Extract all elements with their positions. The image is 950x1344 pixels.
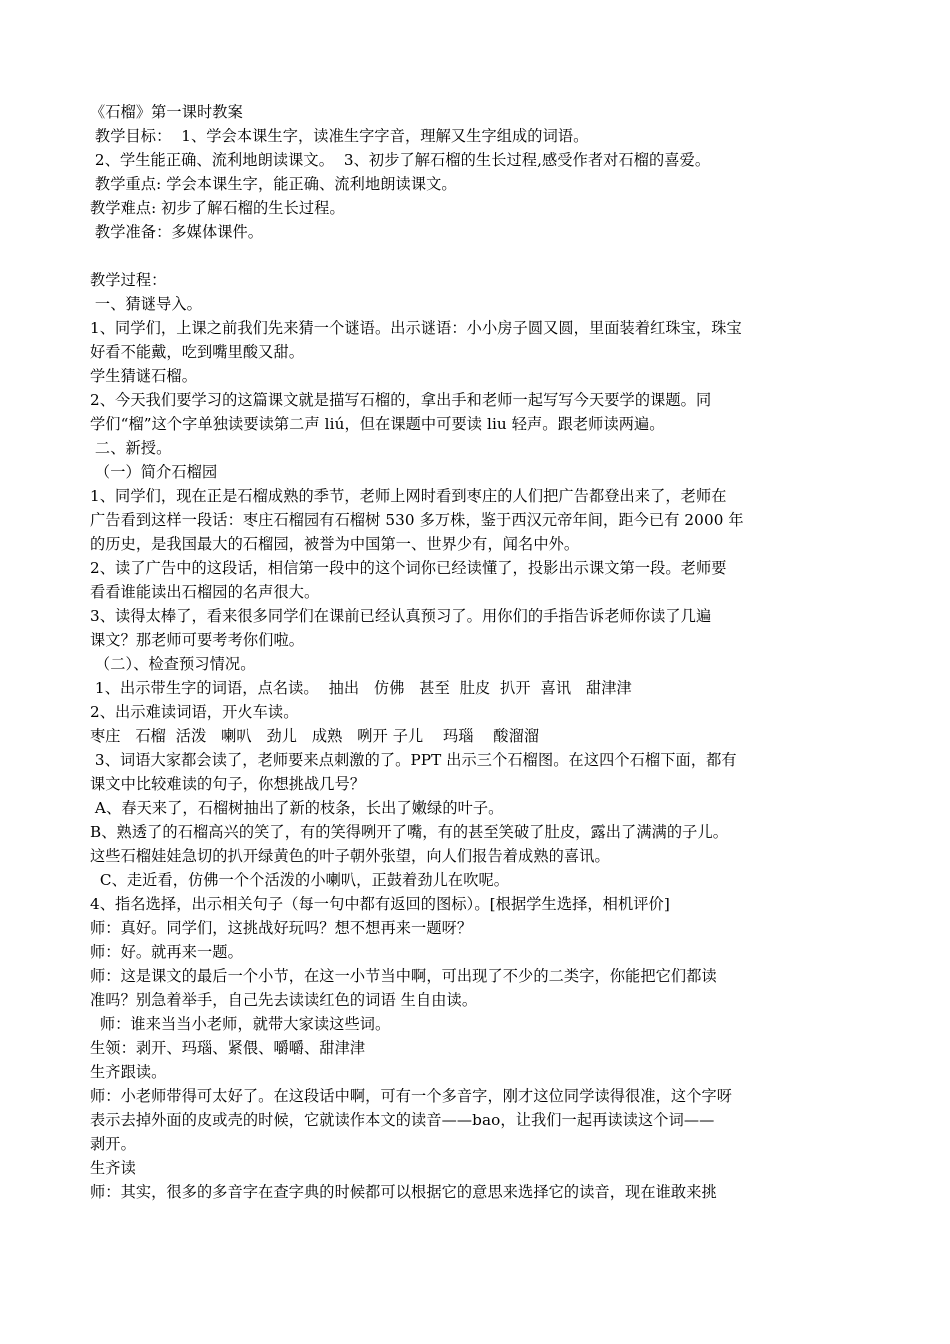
text-line: 课文？那老师可要考考你们啦。 — [90, 631, 305, 649]
text-line: B、熟透了的石榴高兴的笑了，有的笑得咧开了嘴，有的甚至笑破了肚皮，露出了满满的子儿。 — [90, 823, 729, 841]
text-line: 生领：剥开、玛瑙、紧偎、嚼嚼、甜津津 — [90, 1039, 366, 1057]
section-heading: 教学过程： — [90, 271, 167, 289]
text-line: 3、读得太棒了，看来很多同学们在课前已经认真预习了。用你们的手指告诉老师你读了几遍 — [90, 607, 712, 625]
text-line: 1、同学们，上课之前我们先来猜一个谜语。出示谜语：小小房子圆又圆，里面装着红珠宝，珠宝 — [90, 319, 742, 337]
text-line: 表示去掉外面的皮或壳的时候，它就读作本文的读音——bao，让我们一起再读读这个词—— — [90, 1111, 715, 1129]
text-line: 2、学生能正确、流利地朗读课文。 3、初步了解石榴的生长过程,感受作者对石榴的喜爱。 — [90, 151, 711, 169]
text-line: 师：谁来当当小老师，就带大家读这些词。 — [90, 1015, 391, 1033]
text-line: 教学难点: 初步了解石榴的生长过程。 — [90, 199, 345, 217]
section-heading: （二）、检查预习情况。 — [90, 655, 256, 673]
text-line: 好看不能戴，吃到嘴里酸又甜。 — [90, 343, 305, 361]
text-line: 师：这是课文的最后一个小节，在这一小节当中啊，可出现了不少的二类字，你能把它们都读 — [90, 967, 717, 985]
text-line: 生齐跟读。 — [90, 1063, 167, 1081]
text-line: 课文中比较难读的句子，你想挑战几号？ — [90, 775, 366, 793]
text-line: 生齐读 — [90, 1159, 136, 1177]
text-line: 剥开。 — [90, 1135, 136, 1153]
blank-line — [90, 244, 862, 268]
text-line: 2、读了广告中的这段话，相信第一段中的这个词你已经读懂了，投影出示课文第一段。老师要 — [90, 559, 727, 577]
text-line: 准吗？别急着举手，自己先去读读红色的词语 生自由读。 — [90, 991, 478, 1009]
text-line: 看看谁能读出石榴园的名声很大。 — [90, 583, 320, 601]
text-line: 广告看到这样一段话：枣庄石榴园有石榴树 530 多万株，鉴于西汉元帝年间，距今已有 2000 年 — [90, 511, 744, 529]
text-line: 师：小老师带得可太好了。在这段话中啊，可有一个多音字，刚才这位同学读得很准，这个字呀 — [90, 1087, 733, 1105]
text-line: 1、出示带生字的词语，点名读。 抽出 仿佛 甚至 肚皮 扒开 喜讯 甜津津 — [90, 679, 632, 697]
text-line: 师：真好。同学们，这挑战好玩吗？想不想再来一题呀？ — [90, 919, 473, 937]
text-line: 学生猜谜石榴。 — [90, 367, 198, 385]
section-heading: （一）简介石榴园 — [90, 463, 218, 481]
text-line: A、春天来了，石榴树抽出了新的枝条，长出了嫩绿的叶子。 — [90, 799, 504, 817]
text-line: 2、出示难读词语，开火车读。 — [90, 703, 299, 721]
text-line: 1、同学们，现在正是石榴成熟的季节，老师上网时看到枣庄的人们把广告都登出来了，老师在 — [90, 487, 727, 505]
text-line: 枣庄 石榴 活泼 喇叭 劲儿 成熟 咧开 子儿 玛瑙 酸溜溜 — [90, 727, 540, 745]
text-line: 2、今天我们要学习的这篇课文就是描写石榴的，拿出手和老师一起写写今天要学的课题。同 — [90, 391, 712, 409]
text-line: 这些石榴娃娃急切的扒开绿黄色的叶子朝外张望，向人们报告着成熟的喜讯。 — [90, 847, 610, 865]
text-line: 师：好。就再来一题。 — [90, 943, 243, 961]
text-line: 的历史，是我国最大的石榴园，被誉为中国第一、世界少有，闻名中外。 — [90, 535, 580, 553]
section-heading: 二、新授。 — [90, 439, 172, 457]
doc-title: 《石榴》第一课时教案 — [90, 103, 243, 121]
text-line: 4、指名选择，出示相关句子（每一句中都有返回的图标）。[根据学生选择，相机评价] — [90, 895, 670, 913]
text-line: 3、词语大家都会读了，老师要来点刺激的了。PPT 出示三个石榴图。在这四个石榴下面，都有 — [90, 751, 737, 769]
text-line: C、走近看，仿佛一个个活泼的小喇叭，正鼓着劲儿在吹呢。 — [90, 871, 510, 889]
text-line: 师：其实，很多的多音字在查字典的时候都可以根据它的意思来选择它的读音，现在谁敢来挑 — [90, 1183, 717, 1201]
text-line: 教学重点: 学会本课生字，能正确、流利地朗读课文。 — [90, 175, 457, 193]
section-heading: 一、猜谜导入。 — [90, 295, 202, 313]
document-page — [90, 100, 862, 1204]
text-line: 学们“榴”这个字单独读要读第二声 liú，但在课题中可要读 liu 轻声。跟老师读两遍。 — [90, 415, 665, 433]
text-line: 教学目标： 1、学会本课生字，读准生字字音，理解又生字组成的词语。 — [90, 127, 589, 145]
text-line: 教学准备：多媒体课件。 — [90, 223, 264, 241]
